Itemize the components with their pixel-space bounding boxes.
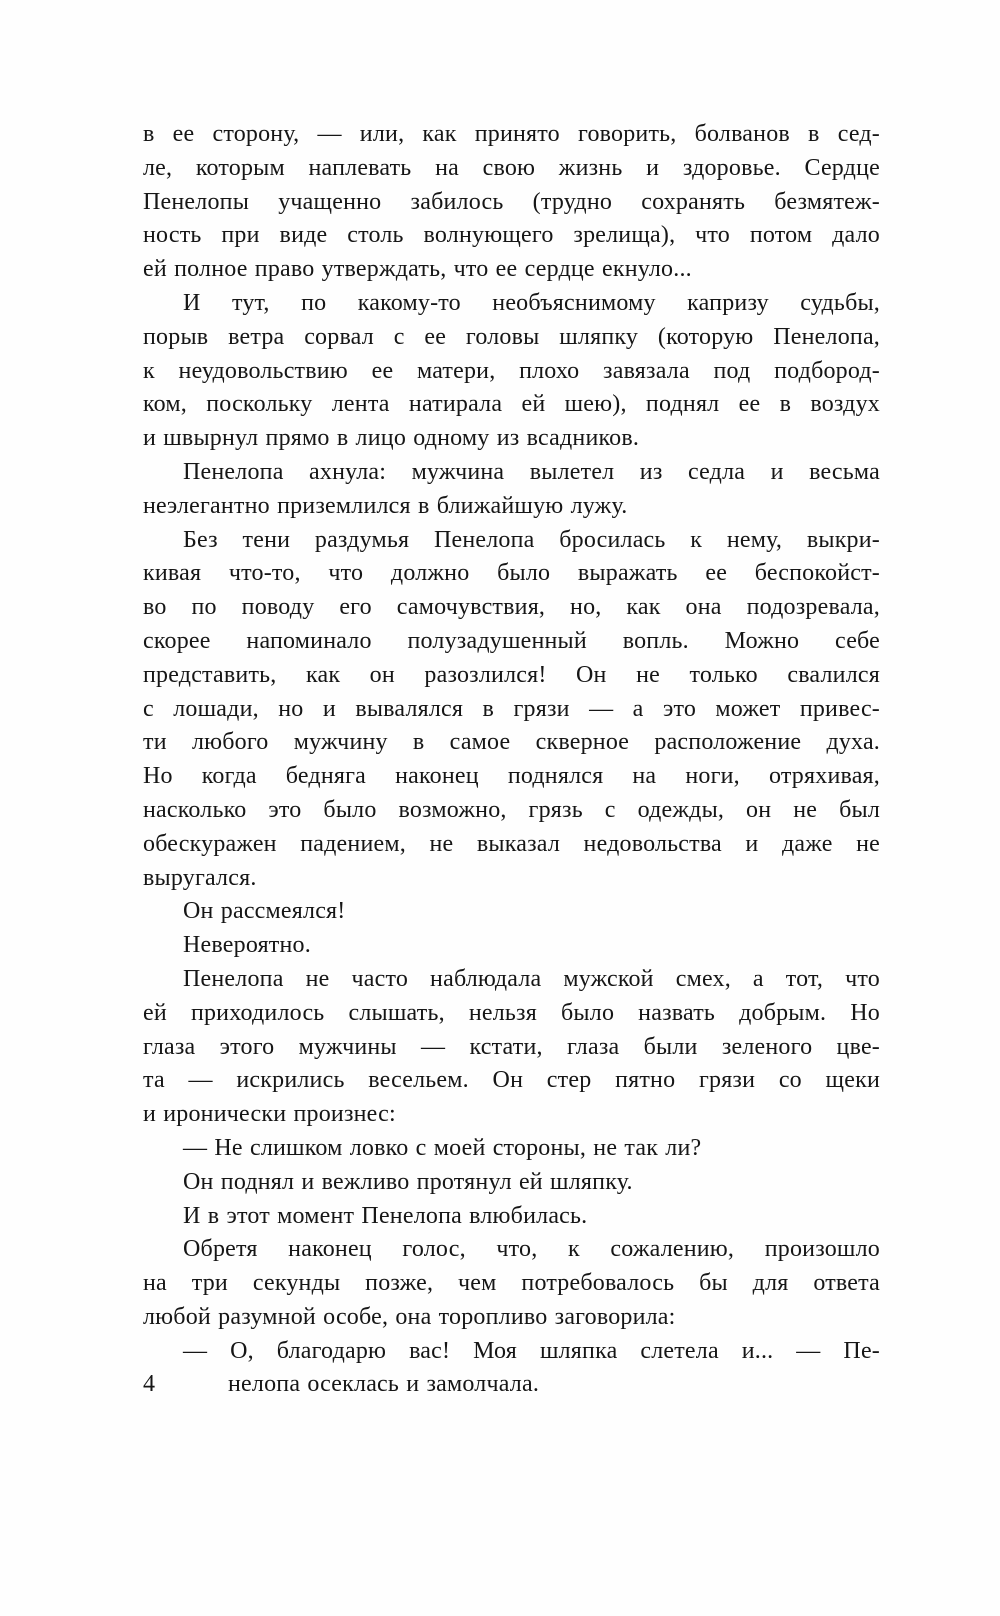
text-line: неэлегантно приземлился в ближайшую лужу. — [143, 492, 628, 519]
text-line: ей приходилось слышать, нельзя было назвать добрым. Но — [143, 999, 880, 1026]
text-line: Пенелопы учащенно забилось (трудно сохранять безмятеж- — [143, 188, 880, 215]
text-line: Невероятно. — [183, 932, 311, 959]
text-line: Он рассмеялся! — [183, 898, 346, 925]
text-line: Он поднял и вежливо протянул ей шляпку. — [183, 1168, 633, 1195]
text-line: глаза этого мужчины — кстати, глаза были зеленого цве- — [143, 1033, 880, 1060]
footer-line — [143, 1368, 880, 1402]
text-line: во по поводу его самочувствия, но, как она подозревала, — [143, 594, 880, 621]
text-line: с лошади, но и вывалялся в грязи — а это может привес- — [143, 695, 880, 722]
text-line: ность при виде столь волнующего зрелища), что потом дало — [143, 222, 880, 249]
text-line: — О, благодарю вас! Моя шляпка слетела и... — Пе- — [183, 1337, 880, 1364]
text-line: та — искрились весельем. Он стер пятно грязи со щеки — [143, 1067, 880, 1094]
text-line: Обретя наконец голос, что, к сожалению, произошло — [183, 1236, 880, 1263]
text-line: любой разумной особе, она торопливо заговорила: — [143, 1303, 676, 1330]
text-line: и иронически произнес: — [143, 1101, 396, 1128]
text-line: ком, поскольку лента натирала ей шею), поднял ее в воздух — [143, 391, 880, 418]
paragraph-lines — [143, 118, 880, 1368]
text-line: нелопа осеклась и замолчала. — [228, 1371, 540, 1398]
text-line: ти любого мужчину в самое скверное расположение духа. — [143, 729, 880, 756]
page-number: 4 — [143, 1371, 156, 1398]
text-line: Пенелопа не часто наблюдала мужской смех, а тот, что — [183, 965, 880, 992]
text-line: Без тени раздумья Пенелопа бросилась к нему, выкри- — [183, 526, 880, 553]
text-line: скорее напоминало полузадушенный вопль. Можно себе — [143, 627, 880, 654]
text-line: обескуражен падением, не выказал недовольства и даже не — [143, 830, 880, 857]
text-line: выругался. — [143, 864, 257, 891]
text-line: Но когда бедняга наконец поднялся на ноги, отряхивая, — [143, 763, 880, 790]
text-line: представить, как он разозлился! Он не только свалился — [143, 661, 880, 688]
text-line: на три секунды позже, чем потребовалось бы для ответа — [143, 1270, 880, 1297]
text-line: в ее сторону, — или, как принято говорить, болванов в сед- — [143, 121, 880, 147]
text-line: И в этот момент Пенелопа влюбилась. — [183, 1202, 588, 1229]
text-line: — Не слишком ловко с моей стороны, не так ли? — [183, 1134, 702, 1161]
text-line: и швырнул прямо в лицо одному из всадников. — [143, 425, 640, 452]
text-line: насколько это было возможно, грязь с одежды, он не был — [143, 796, 880, 823]
text-line: к неудовольствию ее матери, плохо завязала под подбород- — [143, 357, 880, 384]
text-block — [143, 118, 880, 1402]
text-line: порыв ветра сорвал с ее головы шляпку (которую Пенелопа, — [143, 323, 880, 350]
text-line: Пенелопа ахнула: мужчина вылетел из седла и весьма — [183, 458, 880, 485]
text-line: ей полное право утверждать, что ее сердце екнуло... — [143, 256, 692, 283]
text-line: кивая что-то, что должно было выражать ее беспокойст- — [143, 560, 880, 587]
text-line: И тут, по какому-то необъяснимому капризу судьбы, — [183, 289, 880, 316]
text-line: ле, которым наплевать на свою жизнь и здоровье. Сердце — [143, 154, 880, 181]
